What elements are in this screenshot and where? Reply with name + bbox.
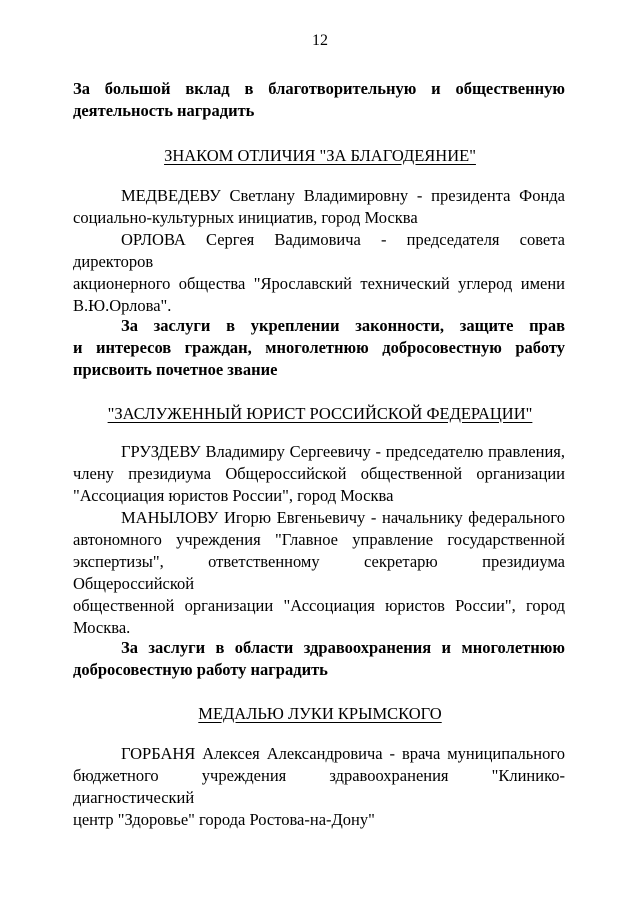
section-3-award-title: МЕДАЛЬЮ ЛУКИ КРЫМСКОГО — [198, 704, 442, 723]
heading-line: добросовестную работу наградить — [73, 660, 328, 679]
entry-line: члену президиума Общероссийской общественной организации — [73, 464, 565, 483]
entry-line: автономного учреждения "Главное управление государственной — [73, 530, 565, 549]
entry-line: "Ассоциация юристов России", город Москва — [73, 486, 394, 505]
section-1-award-title: ЗНАКОМ ОТЛИЧИЯ "ЗА БЛАГОДЕЯНИЕ" — [164, 146, 476, 165]
entry-line: Москва. — [73, 618, 131, 637]
entry-line: МЕДВЕДЕВУ Светлану Владимировну - президента Фонда — [121, 186, 565, 205]
entry-line: ГРУЗДЕВУ Владимиру Сергеевичу - председателю правления, — [121, 442, 565, 461]
heading-line: деятельность наградить — [73, 101, 255, 120]
entry-line: акционерного общества "Ярославский технический углерод имени — [73, 274, 565, 293]
heading-line: За заслуги в укреплении законности, защите прав — [121, 316, 565, 335]
entry-line: В.Ю.Орлова". — [73, 296, 172, 315]
entry-line: МАНЫЛОВУ Игорю Евгеньевичу - начальнику федерального — [121, 508, 565, 527]
heading-line: присвоить почетное звание — [73, 360, 278, 379]
section-1-entries — [73, 185, 565, 317]
entry-line: ГОРБАНЯ Алексея Александровича - врача муниципального — [121, 744, 565, 763]
section-3-entries — [73, 743, 565, 831]
section-3-heading — [73, 637, 565, 681]
heading-line: и интересов граждан, многолетнюю добросовестную работу — [73, 338, 565, 357]
section-2-heading — [73, 315, 565, 381]
entry-line: социально-культурных инициатив, город Москва — [73, 208, 418, 227]
entry-line: общественной организации "Ассоциация юристов России", город — [73, 596, 565, 615]
section-2-award-title: "ЗАСЛУЖЕННЫЙ ЮРИСТ РОССИЙСКОЙ ФЕДЕРАЦИИ" — [107, 404, 533, 423]
heading-line: За заслуги в области здравоохранения и многолетнюю — [121, 638, 565, 657]
page-number: 12 — [312, 32, 328, 49]
section-2-entries — [73, 441, 565, 639]
entry-line: экспертизы", ответственному секретарю президиума Общероссийской — [73, 552, 565, 593]
heading-line: За большой вклад в благотворительную и общественную — [73, 79, 565, 98]
entry-line: центр "Здоровье" города Ростова-на-Дону" — [73, 810, 375, 829]
section-1-heading — [73, 78, 565, 122]
entry-line: бюджетного учреждения здравоохранения "Клинико-диагностический — [73, 766, 565, 807]
entry-line: ОРЛОВА Сергея Вадимовича - председателя совета директоров — [73, 230, 565, 271]
